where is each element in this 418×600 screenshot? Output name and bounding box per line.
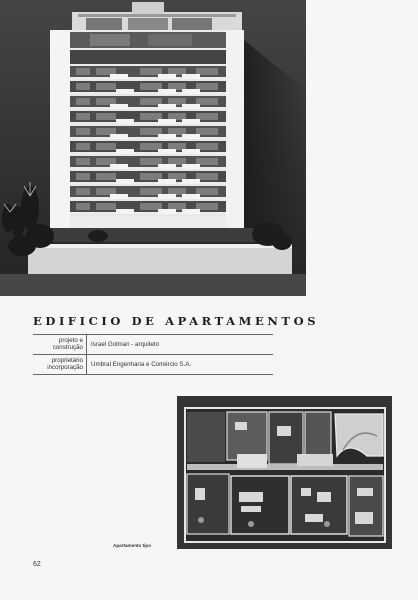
facade-window (140, 188, 162, 195)
facade-balcony (182, 209, 200, 214)
facade-slab (70, 124, 226, 126)
facade-balcony (116, 209, 134, 214)
facade-balcony (158, 164, 176, 169)
facade-window (196, 98, 218, 105)
page-number: 62 (33, 561, 41, 568)
facade-slab (70, 139, 226, 141)
credit-row-project (33, 335, 273, 355)
facade-window (168, 128, 186, 135)
facade-window (196, 128, 218, 135)
facade-balcony (158, 194, 176, 199)
facade-balcony (158, 179, 176, 184)
facade-window (140, 203, 162, 210)
facade-window (96, 83, 116, 90)
credit-label-line: incorporação (47, 364, 83, 372)
facade-balcony (116, 149, 134, 154)
facade-window (76, 158, 90, 165)
credit-value-architect: Israel Golman - arquiteto (91, 340, 160, 348)
facade-balcony (182, 134, 200, 139)
facade-balcony (110, 164, 128, 169)
facade-balcony (116, 89, 134, 94)
facade-balcony (182, 119, 200, 124)
facade-window (196, 143, 218, 150)
facade-window (76, 98, 90, 105)
facade-window (76, 143, 90, 150)
facade-window (140, 98, 162, 105)
facade-window (196, 158, 218, 165)
facade-window (196, 173, 218, 180)
floor-plan-illustration (177, 396, 392, 549)
facade-window (196, 68, 218, 75)
facade-balcony (182, 164, 200, 169)
facade-window (140, 173, 162, 180)
facade-window (76, 203, 90, 210)
facade-balcony (110, 134, 128, 139)
facade-window (76, 83, 90, 90)
facade-window (168, 173, 186, 180)
facade-window (96, 68, 116, 75)
facade-window (168, 68, 186, 75)
facade-balcony (182, 179, 200, 184)
facade-balcony (182, 89, 200, 94)
facade-window (76, 113, 90, 120)
facade-balcony (116, 119, 134, 124)
floor-plan-model-photo (177, 396, 392, 549)
facade-window (140, 143, 162, 150)
facade-balcony (182, 104, 200, 109)
building-model-photo (0, 0, 306, 296)
credit-row-owner (33, 355, 273, 375)
facade-slab (70, 214, 226, 216)
facade-slab (70, 184, 226, 186)
facade-balcony (182, 149, 200, 154)
facade-window (140, 158, 162, 165)
facade-window (168, 98, 186, 105)
facade-balcony (158, 149, 176, 154)
facade-slab (70, 109, 226, 111)
facade-balcony (158, 209, 176, 214)
credit-value-owner: Umbral Engenharia e Comércio S.A. (91, 360, 192, 368)
facade-window (96, 173, 116, 180)
page-title: EDIFICIO DE APARTAMENTOS (33, 314, 320, 328)
credit-label-project (33, 335, 87, 354)
facade-balcony (182, 74, 200, 79)
credit-label-owner (33, 355, 87, 374)
credits-table (33, 334, 273, 375)
facade-window (168, 143, 186, 150)
facade-window (140, 83, 162, 90)
facade-window (168, 113, 186, 120)
facade-window (140, 128, 162, 135)
facade-slab (70, 79, 226, 81)
facade-balcony (116, 179, 134, 184)
facade-window (96, 203, 116, 210)
facade-balcony (158, 134, 176, 139)
facade-balcony (158, 74, 176, 79)
facade-window (76, 68, 90, 75)
credit-label-line: proprietário (51, 356, 83, 364)
facade-balcony (158, 119, 176, 124)
facade-window (140, 68, 162, 75)
facade-balcony (110, 104, 128, 109)
facade-slab (70, 169, 226, 171)
credit-label-line: construção (52, 344, 83, 352)
facade-balcony (110, 74, 128, 79)
facade-slab (70, 199, 226, 201)
facade-window (76, 173, 90, 180)
plan-caption: Apartamento tipo (113, 543, 152, 548)
facade-window (168, 158, 186, 165)
facade-window (76, 188, 90, 195)
facade-window (168, 188, 186, 195)
facade-slab (70, 94, 226, 96)
facade-window (76, 128, 90, 135)
facade-window (196, 188, 218, 195)
building-model-illustration (0, 0, 306, 296)
facade-balcony (158, 104, 176, 109)
facade-window (96, 98, 116, 105)
facade-window (140, 113, 162, 120)
facade-window (96, 113, 116, 120)
facade-window (168, 83, 186, 90)
facade-balcony (158, 89, 176, 94)
facade-window (96, 128, 116, 135)
facade-window (196, 113, 218, 120)
facade-window (96, 188, 116, 195)
facade-window (96, 143, 116, 150)
facade-slab (70, 154, 226, 156)
facade-balcony (182, 194, 200, 199)
facade-window (168, 203, 186, 210)
credit-label-line: projeto e (58, 337, 83, 344)
facade-window (196, 203, 218, 210)
facade-balcony (110, 194, 128, 199)
facade-window (196, 83, 218, 90)
facade-window (96, 158, 116, 165)
